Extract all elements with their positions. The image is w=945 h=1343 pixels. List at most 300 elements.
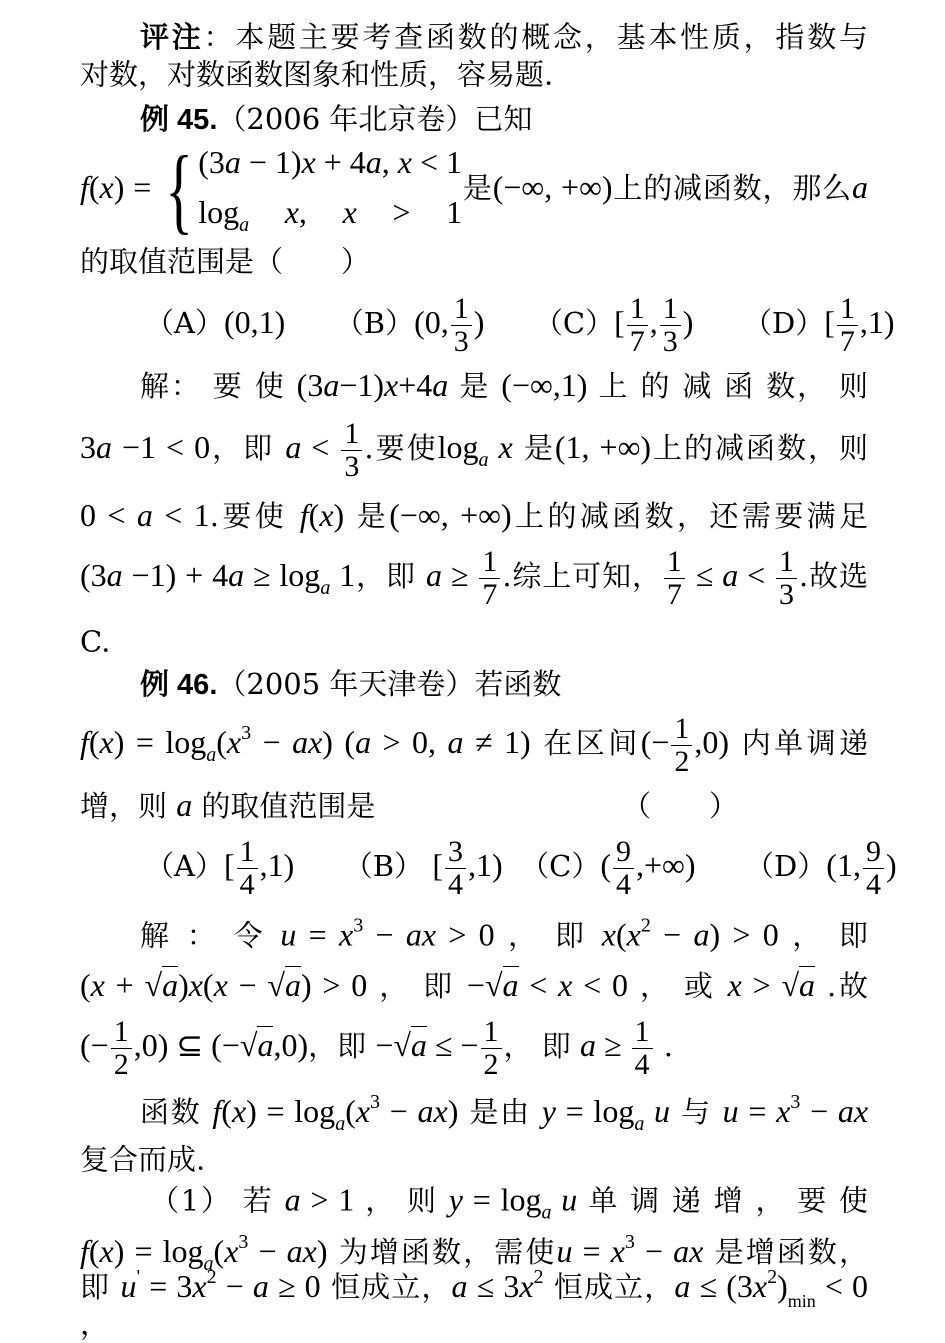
math-variable: a bbox=[252, 1268, 269, 1304]
radical-sign: √ bbox=[144, 967, 163, 1003]
math-variable: x bbox=[213, 967, 228, 1003]
piecewise-cases bbox=[198, 143, 463, 236]
superscript: 3 bbox=[353, 914, 364, 937]
fraction bbox=[837, 293, 858, 357]
math-variable: x bbox=[342, 193, 357, 230]
text-run: 为增函数，需使 bbox=[327, 1235, 557, 1269]
square-root bbox=[393, 1026, 427, 1063]
numerator: 1 bbox=[481, 1016, 502, 1049]
math-variable: x bbox=[355, 1093, 371, 1129]
text-line bbox=[145, 292, 895, 358]
math-variable: u bbox=[280, 916, 297, 953]
math-text: ,0) ⊆ (− bbox=[133, 1027, 240, 1063]
math-text: ) = log bbox=[113, 724, 207, 760]
superscript: ' bbox=[136, 1266, 141, 1288]
text-run: 恒成立， bbox=[320, 1270, 452, 1304]
text-run: 解 ： 令 bbox=[140, 918, 281, 953]
math-text: ) bbox=[447, 1093, 459, 1129]
denominator: 2 bbox=[483, 1047, 499, 1081]
text-line bbox=[80, 57, 868, 92]
text-run: 即 bbox=[80, 1270, 121, 1304]
text-run: （A） bbox=[145, 849, 224, 883]
text-run: ：本题主要考查函数的概念，基本性质，指数与 bbox=[203, 20, 868, 54]
math-text: ) = bbox=[113, 169, 161, 205]
math-text: (0,1) bbox=[223, 304, 350, 340]
math-text: > 0, bbox=[371, 724, 448, 760]
math-text: −1) + 4 bbox=[122, 557, 229, 593]
math-text: (− bbox=[80, 1027, 109, 1063]
text-run: ， 即 bbox=[503, 1029, 580, 1063]
math-text: = 3 bbox=[140, 1268, 193, 1304]
text-line bbox=[140, 1092, 868, 1134]
numerator: 1 bbox=[837, 293, 858, 326]
math-variable: a bbox=[106, 557, 123, 593]
math-text: < bbox=[518, 967, 559, 1003]
math-text: − 1) bbox=[240, 143, 302, 180]
numerator: 1 bbox=[627, 293, 648, 326]
math-text: = log bbox=[463, 1181, 542, 1218]
math-text: − bbox=[634, 1233, 674, 1269]
math-text: log bbox=[437, 429, 479, 465]
text-run: 的取值范围是 （ ） bbox=[192, 789, 738, 823]
math-text: [ bbox=[223, 847, 235, 883]
radicand: a bbox=[257, 1027, 274, 1063]
math-text: ,0) bbox=[694, 724, 730, 760]
denominator: 2 bbox=[674, 744, 690, 778]
math-variable: f bbox=[212, 1093, 222, 1129]
math-variable: ax bbox=[417, 1093, 448, 1129]
square-root bbox=[240, 1026, 274, 1063]
math-variable: a bbox=[355, 724, 372, 760]
text-run: .要使 bbox=[209, 499, 300, 533]
text-line bbox=[150, 1181, 869, 1224]
math-text: + bbox=[104, 967, 145, 1003]
subscript: a bbox=[335, 1113, 346, 1135]
math-variable: u bbox=[556, 1233, 573, 1269]
subscript: a bbox=[634, 1113, 645, 1135]
bold-label: 例 46. bbox=[140, 669, 218, 701]
text-line bbox=[140, 20, 868, 54]
math-text: [ bbox=[824, 304, 835, 340]
math-text: ( bbox=[202, 967, 214, 1003]
text-run: C. bbox=[80, 624, 111, 659]
math-variable: x bbox=[99, 724, 114, 760]
superscript: 3 bbox=[624, 1231, 635, 1253]
math-text: ≤ (3 bbox=[690, 1268, 753, 1304]
numerator: 1 bbox=[111, 1016, 132, 1049]
math-text: 0 < bbox=[80, 497, 137, 533]
math-text: , bbox=[381, 143, 398, 180]
radicand: a bbox=[284, 967, 301, 1003]
math-variable: x bbox=[727, 967, 742, 1003]
math-text: ) > 0 bbox=[300, 967, 368, 1003]
math-text: ) bbox=[178, 967, 189, 1003]
math-variable: a bbox=[852, 169, 868, 205]
math-variable: x bbox=[610, 1233, 625, 1269]
bold-label: 例 45. bbox=[140, 104, 218, 136]
math-text: − bbox=[363, 916, 406, 953]
math-text: −1 < 0 bbox=[112, 429, 211, 465]
bold-label: 评注 bbox=[140, 22, 204, 54]
text-run: ， 即 bbox=[494, 918, 602, 953]
text-run: （D） bbox=[759, 849, 827, 883]
numerator: 3 bbox=[445, 836, 466, 869]
math-text: < 1 bbox=[152, 497, 210, 533]
numerator: 9 bbox=[613, 836, 634, 869]
text-run: （2006 年北京卷）已知 bbox=[217, 102, 533, 136]
math-text: ) = log bbox=[113, 1233, 204, 1269]
text-run: .故选 bbox=[799, 559, 869, 593]
math-text: − bbox=[251, 724, 293, 760]
superscript: 2 bbox=[206, 1266, 217, 1288]
text-run: 内单调递 bbox=[729, 726, 869, 760]
denominator: 3 bbox=[344, 449, 360, 483]
text-run: （B） bbox=[349, 306, 415, 340]
math-text: = bbox=[572, 1233, 611, 1269]
text-run: 增，则 bbox=[80, 789, 177, 823]
text-line bbox=[80, 418, 868, 482]
math-variable: a bbox=[136, 497, 153, 533]
text-run: 对数，对数函数图象和性质，容易题. bbox=[80, 57, 554, 92]
math-variable: y bbox=[448, 1181, 463, 1218]
math-text: ≥ 0 bbox=[268, 1268, 321, 1304]
fraction bbox=[613, 836, 634, 900]
fraction bbox=[445, 836, 466, 900]
math-variable: ax bbox=[286, 1233, 317, 1269]
math-variable: x bbox=[339, 916, 354, 953]
subscript: a bbox=[541, 1201, 552, 1224]
numerator: 1 bbox=[660, 293, 681, 326]
text-run: （D） bbox=[757, 306, 825, 340]
square-root bbox=[145, 966, 179, 1003]
numerator: 1 bbox=[451, 293, 472, 326]
math-variable: a bbox=[323, 367, 340, 403]
text-line bbox=[80, 969, 868, 1001]
math-text: < 0 bbox=[572, 967, 628, 1003]
radicand: a bbox=[410, 1027, 427, 1063]
math-text: ( bbox=[345, 1093, 356, 1129]
text-line bbox=[80, 789, 868, 821]
text-run: 与 bbox=[670, 1095, 723, 1129]
text-run: （2005 年天津卷）若函数 bbox=[217, 667, 562, 701]
math-text: ) bbox=[333, 497, 345, 533]
math-variable: a bbox=[432, 367, 449, 403]
text-run: .要使 bbox=[364, 431, 438, 465]
text-run: 是 bbox=[462, 171, 493, 205]
fraction bbox=[111, 1016, 132, 1080]
math-variable: x bbox=[188, 967, 203, 1003]
math-text: [ bbox=[614, 304, 625, 340]
math-variable: a bbox=[451, 1268, 468, 1304]
math-variable: x bbox=[519, 1268, 534, 1304]
math-variable: u bbox=[722, 1093, 739, 1129]
denominator: 7 bbox=[666, 577, 682, 611]
fraction bbox=[776, 546, 797, 610]
math-text: ≥ bbox=[595, 1027, 630, 1063]
math-variable: x bbox=[249, 193, 299, 230]
math-variable: x bbox=[397, 143, 412, 180]
text-run: 上的减函数，那么 bbox=[612, 171, 852, 205]
math-variable: a bbox=[285, 429, 302, 465]
math-variable: ax bbox=[837, 1093, 869, 1129]
brace: { bbox=[165, 136, 193, 243]
denominator: 3 bbox=[453, 324, 469, 358]
superscript: 2 bbox=[533, 1266, 544, 1288]
denominator: 3 bbox=[779, 577, 795, 611]
math-text: (−∞, +∞) bbox=[389, 497, 512, 533]
math-variable: a bbox=[365, 143, 382, 180]
denominator: 4 bbox=[634, 1047, 650, 1081]
numerator: 1 bbox=[776, 546, 797, 579]
numerator: 1 bbox=[341, 418, 362, 451]
math-text: log bbox=[198, 193, 240, 230]
subscript: a bbox=[203, 1253, 214, 1275]
math-variable: x bbox=[384, 367, 399, 403]
math-text: < 0 bbox=[815, 1268, 869, 1304]
math-text: ,1) bbox=[259, 847, 359, 883]
text-run: ， bbox=[80, 1307, 110, 1341]
math-text: ,1) bbox=[859, 304, 895, 340]
math-variable: a bbox=[693, 916, 710, 953]
math-variable: ax bbox=[405, 916, 437, 953]
denominator: 4 bbox=[239, 867, 255, 901]
math-text: − bbox=[466, 967, 485, 1003]
square-root bbox=[781, 966, 815, 1003]
math-variable: a bbox=[224, 143, 241, 180]
math-text: ,+∞) bbox=[636, 847, 760, 883]
math-variable: f bbox=[299, 497, 309, 533]
text-line bbox=[80, 136, 868, 243]
math-text: (3 bbox=[80, 557, 107, 593]
text-run: ， 即 bbox=[778, 918, 869, 953]
text-line bbox=[80, 1142, 868, 1177]
text-run: ， 即 bbox=[367, 969, 467, 1003]
radical-sign: √ bbox=[239, 1027, 258, 1063]
math-variable: f bbox=[80, 169, 89, 205]
text-run: ，即 bbox=[355, 559, 426, 593]
text-run: 是由 bbox=[458, 1095, 542, 1129]
math-variable: a bbox=[447, 724, 464, 760]
math-variable: u bbox=[551, 1181, 578, 1218]
denominator: 4 bbox=[616, 867, 631, 901]
math-text: < 1 bbox=[412, 143, 463, 180]
math-text: −1) bbox=[339, 367, 385, 403]
math-text: ( bbox=[88, 1233, 100, 1269]
math-variable: a bbox=[176, 787, 193, 823]
math-text: ,1) bbox=[467, 847, 535, 883]
math-variable: x bbox=[99, 1233, 114, 1269]
math-text: = bbox=[296, 916, 340, 953]
text-run: 是 bbox=[344, 499, 390, 533]
text-run: ，即 bbox=[210, 431, 286, 465]
subscript: a bbox=[206, 744, 217, 766]
math-text: ) bbox=[682, 304, 758, 340]
square-root bbox=[267, 966, 301, 1003]
math-text: ( bbox=[213, 1233, 225, 1269]
math-text: ( bbox=[216, 724, 227, 760]
math-text: − bbox=[227, 967, 268, 1003]
text-line bbox=[140, 102, 868, 136]
math-text: − bbox=[380, 1093, 418, 1129]
denominator: 7 bbox=[629, 324, 645, 358]
text-run: 在区间 bbox=[530, 726, 641, 760]
text-run: 是 bbox=[448, 369, 502, 403]
math-variable: x bbox=[626, 916, 641, 953]
math-variable: x bbox=[776, 1093, 791, 1129]
radical-sign: √ bbox=[393, 1027, 411, 1063]
denominator: 2 bbox=[113, 1047, 129, 1081]
math-variable: ax bbox=[292, 724, 323, 760]
superscript: 2 bbox=[640, 914, 651, 937]
math-text: ,0) bbox=[273, 1027, 309, 1063]
math-text: ≤ 3 bbox=[467, 1268, 520, 1304]
math-variable: x bbox=[301, 143, 316, 180]
math-text: (−∞, +∞) bbox=[492, 169, 613, 205]
text-run: 是 bbox=[512, 431, 555, 465]
denominator: 7 bbox=[839, 324, 855, 358]
superscript: 2 bbox=[767, 1266, 778, 1288]
math-text: (−∞,1) bbox=[501, 367, 588, 403]
subscript: min bbox=[787, 1291, 816, 1311]
text-run: ， 或 bbox=[628, 969, 728, 1003]
fraction bbox=[632, 1016, 653, 1080]
math-text: > bbox=[741, 967, 782, 1003]
math-variable: f bbox=[80, 1233, 89, 1269]
math-text: ) bbox=[473, 304, 549, 340]
math-text: = log bbox=[555, 1093, 635, 1129]
text-run: （C） bbox=[548, 306, 615, 340]
text-run: 恒成立， bbox=[543, 1270, 675, 1304]
math-variable: a bbox=[579, 1027, 596, 1063]
math-text: ( bbox=[600, 847, 611, 883]
text-run: . bbox=[654, 1029, 673, 1063]
math-text: < bbox=[301, 429, 340, 465]
piecewise-case bbox=[198, 143, 463, 180]
text-line bbox=[80, 1016, 868, 1080]
math-variable: x bbox=[488, 429, 513, 465]
math-text: ) bbox=[777, 1268, 788, 1304]
math-text: ( bbox=[221, 1093, 232, 1129]
math-text: ( bbox=[615, 916, 627, 953]
text-line bbox=[80, 1267, 868, 1339]
text-line bbox=[140, 916, 868, 951]
superscript: 3 bbox=[238, 1231, 249, 1253]
text-run: （B） bbox=[358, 849, 433, 883]
numerator: 9 bbox=[863, 836, 884, 869]
math-variable: a bbox=[96, 429, 112, 465]
numerator: 1 bbox=[664, 546, 685, 579]
math-text: , bbox=[649, 304, 658, 340]
text-line bbox=[140, 667, 868, 701]
math-variable: x bbox=[601, 916, 616, 953]
math-text: , bbox=[298, 193, 343, 230]
text-run: 单 调 递 增 ， 要 使 bbox=[577, 1183, 869, 1218]
text-run: （1） 若 bbox=[150, 1183, 285, 1218]
text-run: 复合而成. bbox=[80, 1142, 206, 1177]
fraction bbox=[671, 713, 692, 777]
fraction bbox=[341, 418, 362, 482]
fraction bbox=[660, 293, 681, 357]
numerator: 1 bbox=[632, 1016, 653, 1049]
text-line bbox=[80, 624, 868, 659]
radicand: a bbox=[502, 967, 519, 1003]
math-text: (0, bbox=[414, 304, 449, 340]
math-text: ≥ bbox=[441, 557, 478, 593]
fraction bbox=[237, 836, 258, 900]
math-text: = bbox=[738, 1093, 777, 1129]
math-variable: ax bbox=[673, 1233, 704, 1269]
math-variable: x bbox=[224, 1233, 239, 1269]
superscript: 3 bbox=[370, 1091, 381, 1113]
text-run: 的取值范围是（ ） bbox=[80, 244, 371, 279]
radicand: a bbox=[162, 967, 179, 1003]
square-root bbox=[485, 966, 519, 1003]
math-variable: u bbox=[120, 1268, 137, 1304]
denominator: 4 bbox=[447, 867, 463, 901]
math-text: 1 bbox=[330, 557, 356, 593]
math-text: ) > 0 bbox=[709, 916, 779, 953]
math-variable: a bbox=[284, 1181, 301, 1218]
math-text: ≥ log bbox=[244, 557, 321, 593]
fraction bbox=[627, 293, 648, 357]
math-text: − bbox=[216, 1268, 253, 1304]
text-run: 解： 要 使 bbox=[140, 369, 297, 403]
denominator: 4 bbox=[865, 867, 881, 901]
math-text: ( bbox=[308, 497, 320, 533]
math-text: ) ( bbox=[322, 724, 356, 760]
math-text: ( bbox=[88, 724, 100, 760]
math-variable: u bbox=[644, 1093, 671, 1129]
math-variable: a bbox=[674, 1268, 691, 1304]
math-text: < bbox=[738, 557, 775, 593]
math-text: (3 bbox=[198, 143, 225, 180]
text-run: 上 的 减 函 数， 则 bbox=[587, 369, 869, 403]
subscript: a bbox=[320, 577, 331, 599]
subscript: a bbox=[239, 213, 250, 236]
fraction bbox=[481, 1016, 502, 1080]
piecewise-function bbox=[160, 136, 463, 243]
math-text: ≠ 1) bbox=[463, 724, 531, 760]
math-text: − bbox=[375, 1027, 394, 1063]
math-text: (− bbox=[640, 724, 670, 760]
text-line bbox=[80, 499, 868, 531]
math-variable: x bbox=[226, 724, 242, 760]
math-text: − bbox=[650, 916, 694, 953]
math-variable: x bbox=[90, 967, 105, 1003]
math-text: > 0 bbox=[436, 916, 495, 953]
math-text: (1, bbox=[826, 847, 861, 883]
math-text: +4 bbox=[398, 367, 433, 403]
text-run: ，即 bbox=[308, 1029, 376, 1063]
piecewise-case bbox=[198, 193, 463, 236]
math-text: ≤ − bbox=[426, 1027, 479, 1063]
text-run: 上的减函数，还需要满足 bbox=[511, 499, 869, 533]
math-text: > 1 bbox=[356, 193, 463, 230]
text-line bbox=[80, 244, 868, 279]
fraction bbox=[451, 293, 472, 357]
math-text: − bbox=[248, 1233, 287, 1269]
math-text: > 1 bbox=[300, 1181, 355, 1218]
text-run: 上的减函数，则 bbox=[651, 431, 869, 465]
text-run: ， 则 bbox=[354, 1183, 449, 1218]
math-text: ) bbox=[885, 847, 897, 883]
numerator: 1 bbox=[237, 836, 258, 869]
math-variable: x bbox=[192, 1268, 207, 1304]
math-variable: x bbox=[558, 967, 573, 1003]
text-line bbox=[140, 369, 868, 401]
fraction bbox=[479, 546, 500, 610]
text-line bbox=[80, 546, 868, 610]
